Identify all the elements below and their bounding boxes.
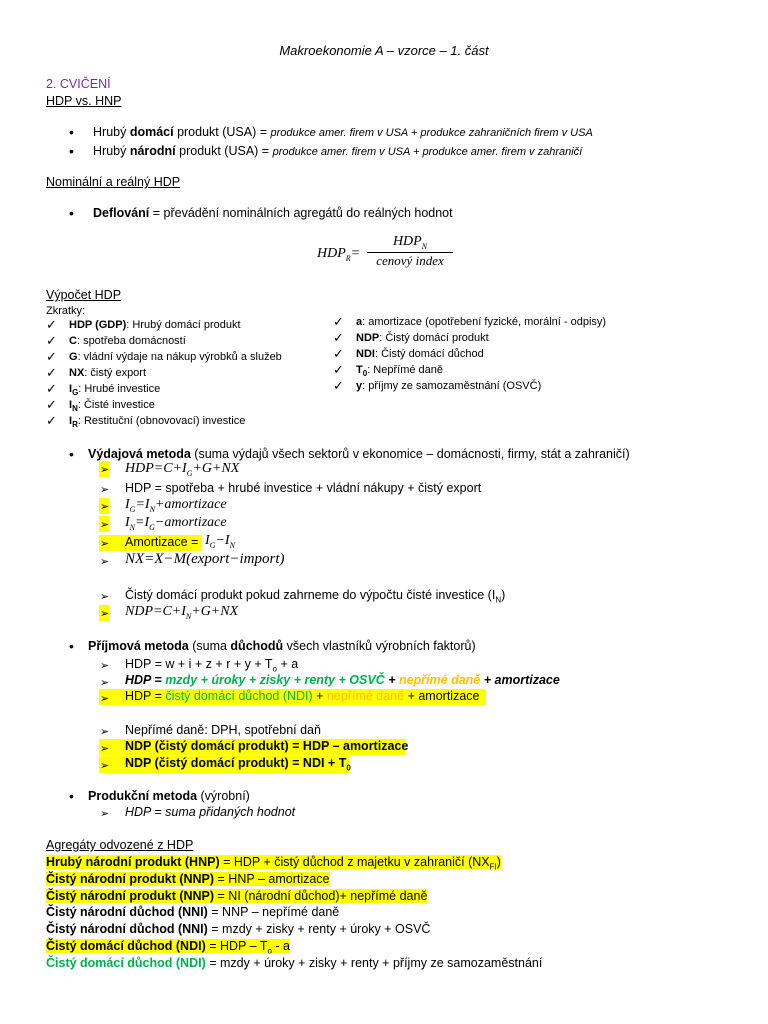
bullet-icon: •	[69, 205, 74, 221]
abbrev-item: NX: čistý export	[69, 367, 147, 379]
hdp-definition: Hrubý domácí produkt (USA) = produkce amer. firem v USA + produkce zahraničních firem v USA	[93, 125, 593, 139]
hdp-words: HDP = spotřeba + hrubé investice + vládní nákupy + čistý export	[125, 481, 482, 495]
formula-nx: NX=X−M(export−import)	[125, 551, 285, 567]
abbrev-item: $I_R$: Restituční (obnovovací) investice	[69, 415, 246, 430]
formula-in: $I_N=I_G-amortizace$	[125, 515, 227, 532]
section-title: 2. CVIČENÍ	[46, 77, 111, 91]
nominal-heading: Nominální a reálný HDP	[46, 175, 181, 189]
arrow-icon: ➢	[100, 660, 110, 672]
abbrev-item: C: spotřeba domácností	[69, 335, 186, 347]
check-icon: ✓	[333, 346, 344, 361]
ndp-ndi: NDP (čistý domácí produkt) = NDI + $T_0$	[125, 756, 351, 773]
formula-ndp: $NDP=C+I_N+G+NX$	[125, 604, 239, 621]
vypocet-heading: Výpočet HDP	[46, 288, 122, 302]
check-icon: ✓	[46, 349, 57, 364]
check-icon: ✓	[46, 333, 57, 348]
arrow-icon: ➢	[100, 501, 110, 513]
abbrev-item: y: příjmy ze samozaměstnání (OSVČ)	[356, 380, 542, 392]
page-title: Makroekonomie A – vzorce – 1. část	[279, 43, 489, 58]
vydajova-heading: Výdajová metoda (suma výdajů všech sektorů v ekonomice – domácnosti, firmy, stát a zahraničí)	[88, 447, 630, 461]
ndp-note: Čistý domácí produkt pokud zahrneme do výpočtu čisté investice $(I_N)$	[125, 588, 506, 605]
check-icon: ✓	[46, 397, 57, 412]
abbrev-item: NDI: Čistý domácí důchod	[356, 348, 484, 360]
arrow-icon: ➢	[100, 726, 110, 738]
arrow-icon: ➢	[100, 556, 110, 568]
bullet-icon: •	[69, 638, 74, 654]
prijmova-heading: Příjmová metoda (suma důchodů všech vlastníků výrobních faktorů)	[88, 639, 476, 653]
abbrev-item: a: amortizace (opotřebení fyzické, morální - odpisy)	[356, 316, 607, 328]
agregat-ndi-1: Čistý domácí důchod (NDI) = HDP – $T_o$ - a	[46, 939, 290, 956]
abbrev-item: $I_G$: Hrubé investice	[69, 383, 161, 398]
prijmova-line-1: HDP = $w + i + z + r + y + T_o + a$	[125, 657, 299, 674]
arrow-icon: ➢	[100, 484, 110, 496]
zkratky-label: Zkratky:	[46, 305, 86, 317]
check-icon: ✓	[46, 413, 57, 428]
agregat-nnp-1: Čistý národní produkt (NNP) = HNP – amortizace	[46, 872, 330, 886]
prijmova-line-2: HDP = mzdy + úroky + zisky + renty + OSVČ + nepřímé daně + amortizace	[125, 673, 560, 687]
abbrev-item: HDP (GDP): Hrubý domácí produkt	[69, 319, 241, 331]
bullet-icon: •	[69, 143, 74, 159]
ndp-amortizace: NDP (čistý domácí produkt) = HDP – amortizace	[125, 739, 409, 753]
check-icon: ✓	[46, 381, 57, 396]
formula-amortizace: $I_G-I_N$	[205, 533, 235, 550]
arrow-icon: ➢	[100, 808, 110, 820]
abbrev-item: G: vládní výdaje na nákup výrobků a služeb	[69, 351, 282, 363]
agregaty-heading: Agregáty odvozené z HDP	[46, 838, 194, 852]
arrow-icon: ➢	[100, 760, 110, 772]
agregat-hnp: Hrubý národní produkt (HNP) = HDP + čistý důchod z majetku v zahraničí $(NX_{FI})$	[46, 855, 501, 872]
arrow-icon: ➢	[100, 591, 110, 603]
check-icon: ✓	[333, 378, 344, 393]
amortizace-label: Amortizace =	[125, 535, 199, 549]
formula-hdp-expenditure: $HDP=C+I_G+G+NX$	[125, 461, 240, 478]
bullet-icon: •	[69, 446, 74, 462]
formula-ig: $I_G=I_N+amortizace$	[125, 497, 227, 514]
abbrev-item: $T_0$: Nepřímé daně	[356, 364, 444, 379]
section-subtitle: HDP vs. HNP	[46, 94, 122, 108]
arrow-icon: ➢	[100, 677, 110, 689]
bullet-icon: •	[69, 124, 74, 140]
formula-hdp-real: $HDP_R=$	[317, 246, 361, 263]
arrow-icon: ➢	[100, 519, 110, 531]
agregat-nni-2: Čistý národní důchod (NNI) = mzdy + zisky + renty + úroky + OSVČ	[46, 922, 431, 936]
deflovani-definition: Deflování = převádění nominálních agregátů do reálných hodnot	[93, 206, 453, 220]
check-icon: ✓	[46, 365, 57, 380]
hnp-definition: Hrubý národní produkt (USA) = produkce amer. firem v USA + produkce amer. firem v zahraničí	[93, 144, 583, 158]
agregat-nni-1: Čistý národní důchod (NNI) = NNP – nepřímé daně	[46, 905, 340, 919]
formula-fraction: $HDP_N$ cenový index	[367, 234, 453, 269]
check-icon: ✓	[333, 314, 344, 329]
check-icon: ✓	[333, 330, 344, 345]
check-icon: ✓	[333, 362, 344, 377]
neprime-dane-note: Nepřímé daně: DPH, spotřební daň	[125, 723, 321, 737]
abbrev-item: NDP: Čistý domácí produkt	[356, 332, 489, 344]
abbrev-item: $I_N$: Čisté investice	[69, 399, 155, 414]
bullet-icon: •	[69, 788, 74, 804]
produkcni-line: HDP = suma přidaných hodnot	[125, 805, 296, 819]
prijmova-line-3: HDP = čistý domácí důchod (NDI) + nepřímé daně + amortizace	[125, 689, 480, 703]
produkcni-heading: Produkční metoda (výrobní)	[88, 789, 250, 803]
agregat-ndi-2: Čistý domácí důchod (NDI) = mzdy + úroky + zisky + renty + příjmy ze samozaměstnání	[46, 956, 543, 970]
arrow-icon: ➢	[100, 743, 110, 755]
arrow-icon: ➢	[100, 464, 110, 476]
agregat-nnp-2: Čistý národní produkt (NNP) = NI (národní důchod)+ nepřímé daně	[46, 889, 428, 903]
arrow-icon: ➢	[100, 538, 110, 550]
check-icon: ✓	[46, 317, 57, 332]
arrow-icon: ➢	[100, 693, 110, 705]
arrow-icon: ➢	[100, 608, 110, 620]
